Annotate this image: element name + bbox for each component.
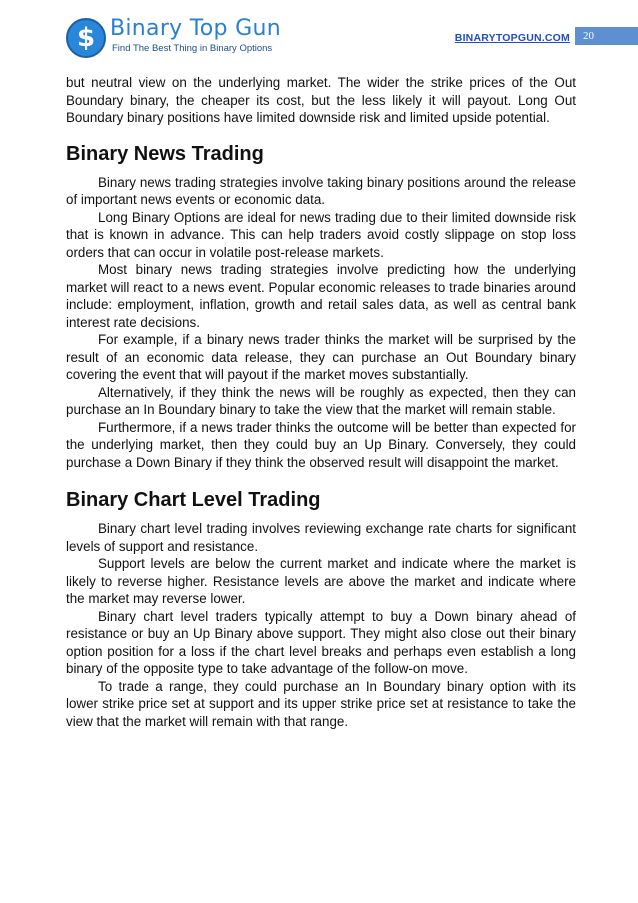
news-paragraph: Binary news trading strategies involve taking binary positions around the release of important news events or economic data.	[66, 174, 576, 207]
page-header	[0, 0, 638, 62]
page-body	[66, 74, 576, 730]
chart-level-trading-heading: Binary Chart Level Trading	[66, 489, 321, 511]
page-number: 20	[575, 27, 638, 45]
header-divider	[575, 44, 638, 45]
site-link[interactable]: BINARYTOPGUN.COM	[454, 32, 570, 44]
chart-paragraph: Binary chart level traders typically attempt to buy a Down binary ahead of resistance or buy an Up Binary above support. They might also close out their binary option position for a loss if the chart level breaks and perhaps even establish a long binary of the opposite type to take advantage of the follow-on move.	[66, 608, 576, 676]
news-paragraph: Most binary news trading strategies involve predicting how the underlying market will react to a news event. Popular economic releases to trade binaries around include: employment, inflation, growth and retail sales data, as well as central bank interest rate decisions.	[66, 262, 576, 330]
news-paragraph: For example, if a binary news trader thinks the market will be surprised by the result of an economic data release, they can purchase an Out Boundary binary covering the event that will payout if the market moves substantially.	[66, 332, 576, 382]
chart-paragraph: Support levels are below the current market and indicate where the market is likely to reverse higher. Resistance levels are above the market and indicate where the market may reverse lower.	[66, 556, 576, 606]
news-paragraph: Alternatively, if they think the news will be roughly as expected, then they can purchase an In Boundary binary to take the view that the market will remain stable.	[66, 384, 576, 417]
news-trading-heading: Binary News Trading	[66, 142, 264, 165]
chart-paragraph: To trade a range, they could purchase an In Boundary binary option with its lower strike price set at support and its upper strike price set at resistance to take the view that the market will remain with that range.	[66, 678, 576, 729]
logo-title: Binary Top Gun	[110, 16, 281, 41]
dollar-coin-icon: $	[66, 18, 106, 58]
site-logo[interactable]	[66, 16, 281, 60]
news-paragraph: Long Binary Options are ideal for news trading due to their limited downside risk that is known in advance. This can help traders avoid costly slippage on stop loss orders that can occur in volatile post-release markets.	[66, 209, 576, 260]
logo-tagline: Find The Best Thing in Binary Options	[112, 43, 273, 54]
intro-paragraph: but neutral view on the underlying market. The wider the strike prices of the Out Boundary binary, the cheaper its cost, but the less likely it will payout. Long Out Boundary binary positions have limited downside risk and limited upside potential.	[66, 75, 576, 125]
chart-paragraph: Binary chart level trading involves reviewing exchange rate charts for significant levels of support and resistance.	[66, 521, 576, 554]
news-paragraph: Furthermore, if a news trader thinks the outcome will be better than expected for the underlying market, then they could buy an Up Binary. Conversely, they could purchase a Down Binary if they think the observed result will disappoint the market.	[66, 419, 576, 470]
